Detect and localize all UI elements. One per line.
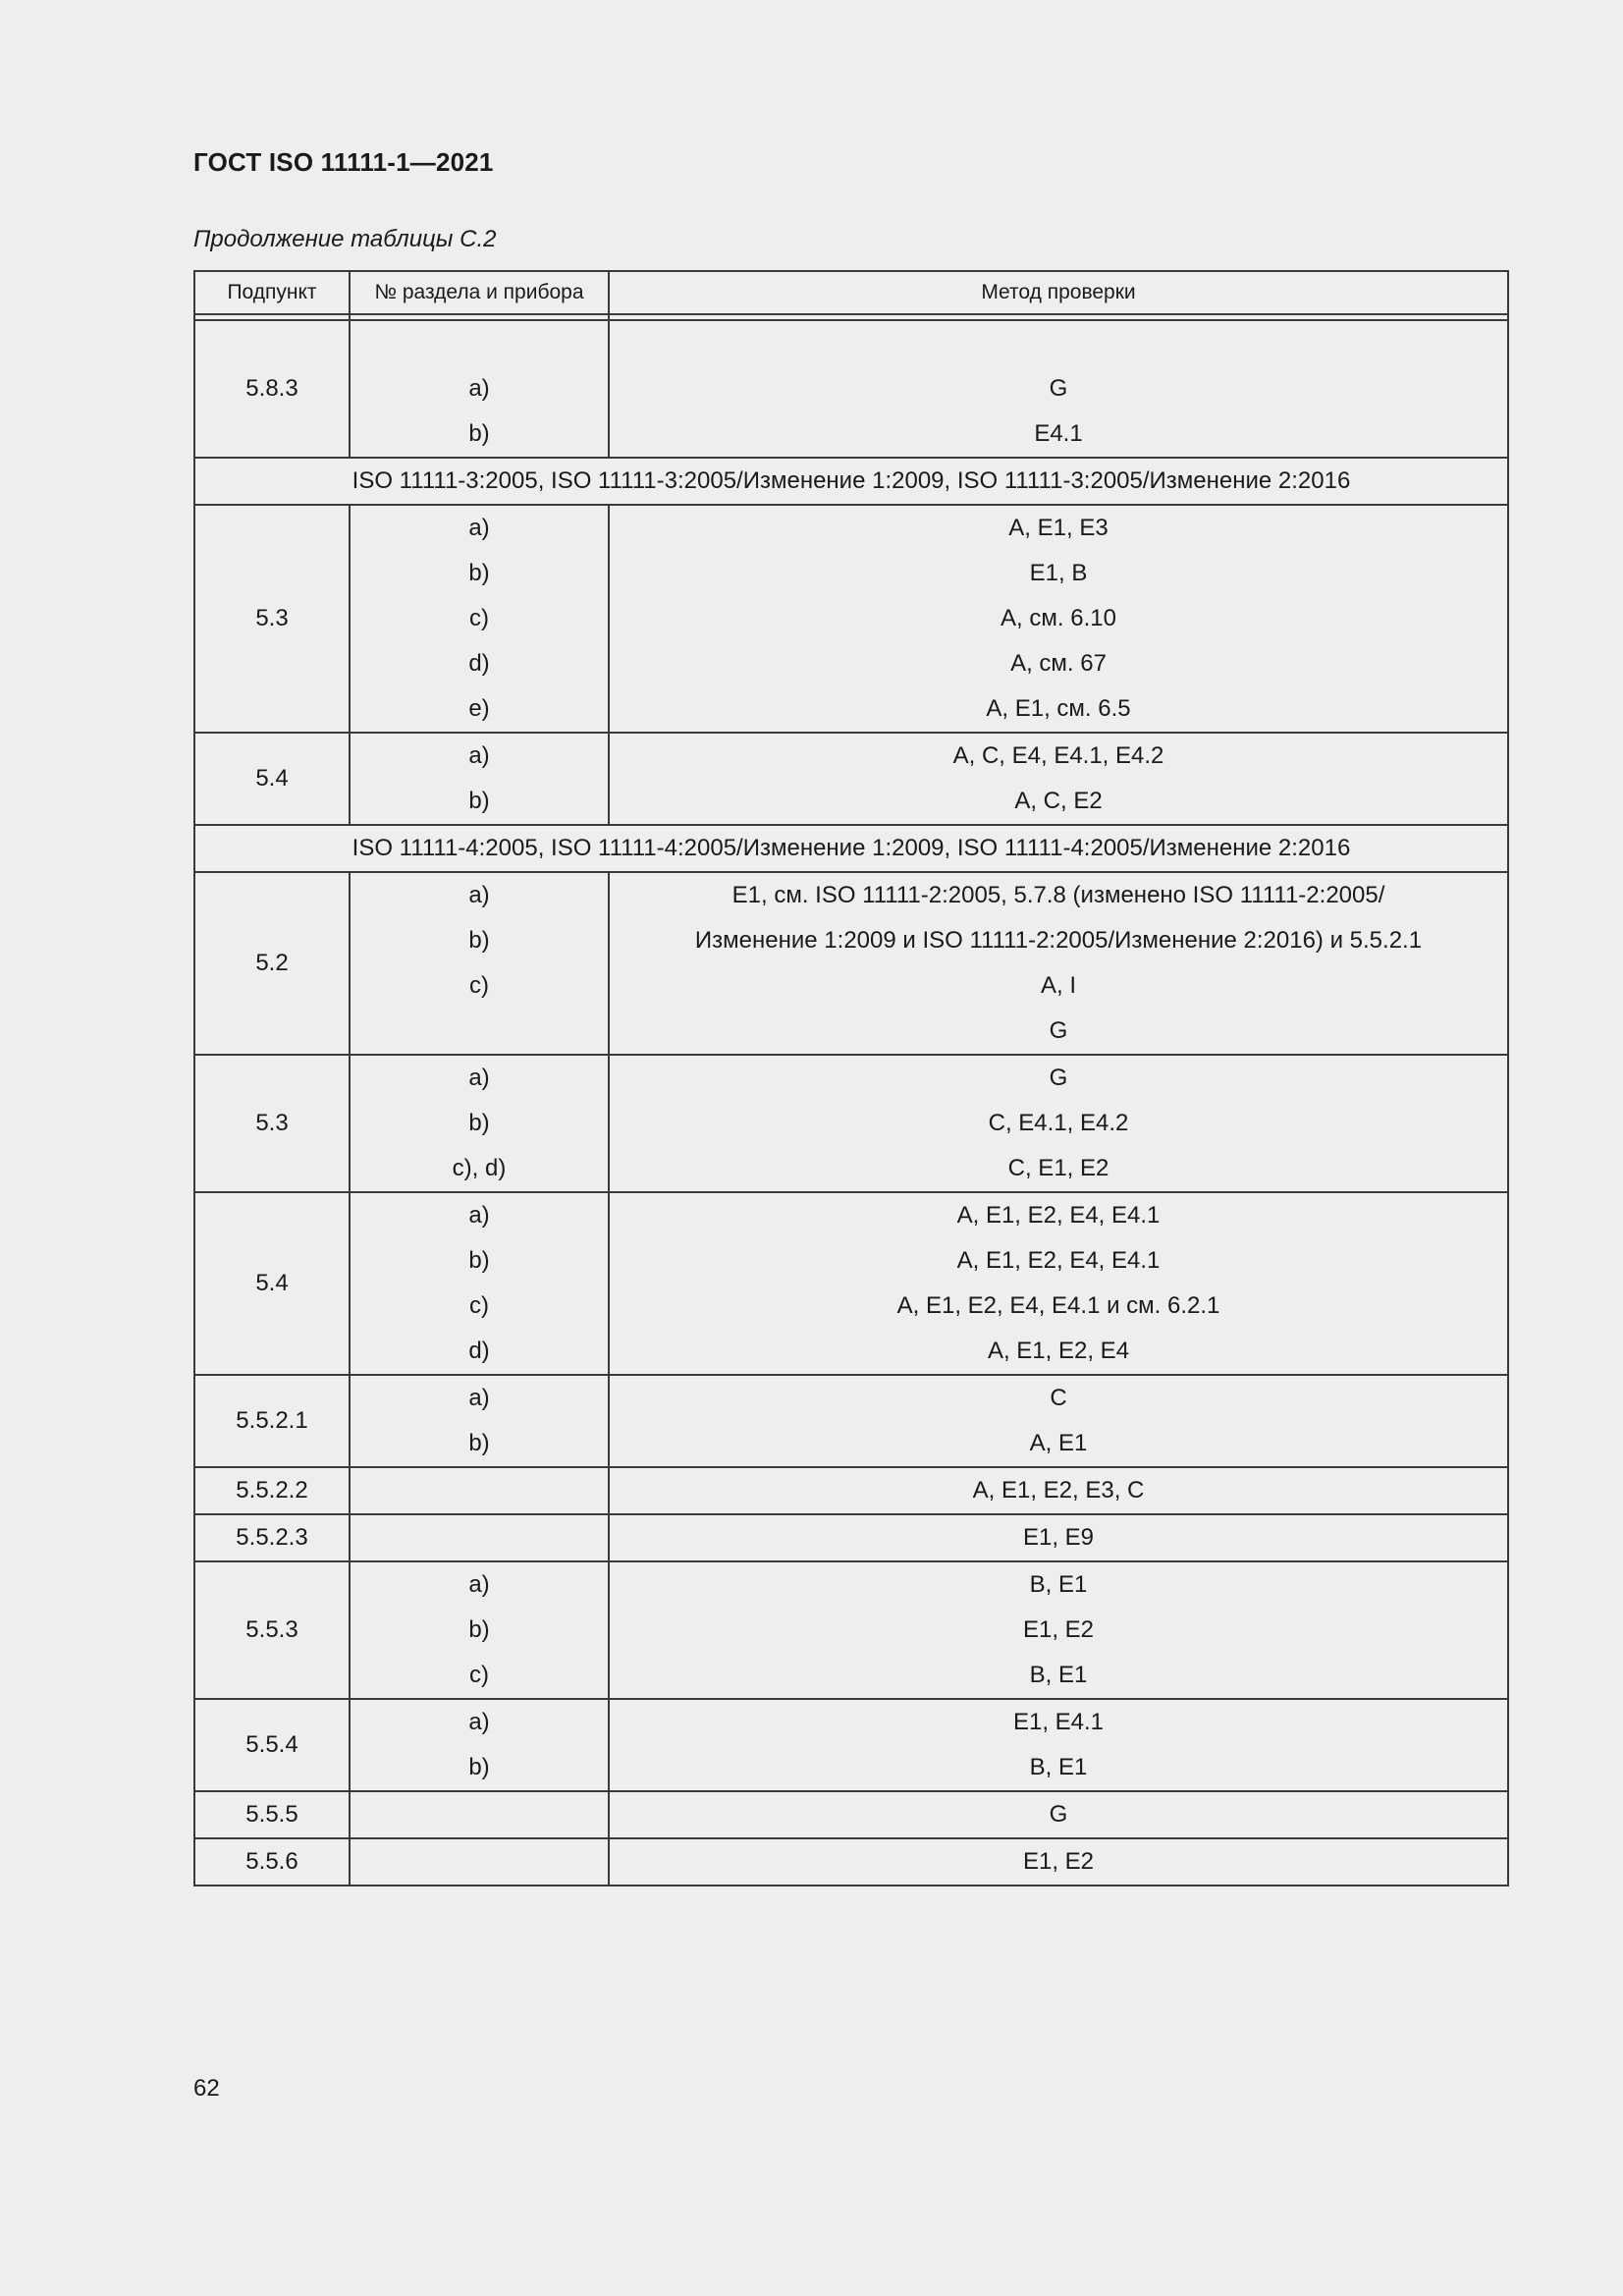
item-cell: b) xyxy=(350,1608,609,1653)
table-row xyxy=(194,320,1508,366)
item-cell: a) xyxy=(350,872,609,918)
method-cell: G xyxy=(609,1791,1508,1838)
page-number: 62 xyxy=(193,2075,220,2102)
table-body xyxy=(194,320,1508,1886)
item-cell: d) xyxy=(350,641,609,686)
method-cell: G xyxy=(609,1009,1508,1055)
method-cell: C, E1, E2 xyxy=(609,1146,1508,1192)
table-row xyxy=(194,411,1508,458)
column-header-method: Метод проверки xyxy=(609,271,1508,314)
method-cell: E1, E4.1 xyxy=(609,1699,1508,1745)
item-cell: b) xyxy=(350,1101,609,1146)
item-cell: c), d) xyxy=(350,1146,609,1192)
method-cell: B, E1 xyxy=(609,1745,1508,1791)
method-cell: E1, E2 xyxy=(609,1608,1508,1653)
table-row xyxy=(194,505,1508,551)
item-cell: c) xyxy=(350,1653,609,1699)
clause-cell: 5.5.2.2 xyxy=(194,1467,350,1514)
method-cell: C, E4.1, E4.2 xyxy=(609,1101,1508,1146)
clause-cell: 5.3 xyxy=(194,1055,350,1192)
table-row xyxy=(194,963,1508,1009)
table-row xyxy=(194,1745,1508,1791)
item-cell: a) xyxy=(350,1375,609,1421)
method-cell xyxy=(609,320,1508,366)
verification-table xyxy=(193,270,1509,1886)
item-cell xyxy=(350,320,609,366)
item-cell xyxy=(350,1514,609,1561)
method-cell: A, см. 6.10 xyxy=(609,596,1508,641)
method-cell: E4.1 xyxy=(609,411,1508,458)
table-row xyxy=(194,1055,1508,1101)
table-row xyxy=(194,779,1508,825)
table-row xyxy=(194,1329,1508,1375)
method-cell: A, C, E4, E4.1, E4.2 xyxy=(609,733,1508,779)
item-cell: b) xyxy=(350,1238,609,1284)
method-cell: C xyxy=(609,1375,1508,1421)
item-cell: b) xyxy=(350,1421,609,1467)
method-cell: A, E1, см. 6.5 xyxy=(609,686,1508,733)
column-header-item: № раздела и прибора xyxy=(350,271,609,314)
table-row xyxy=(194,1608,1508,1653)
item-cell xyxy=(350,1467,609,1514)
clause-cell: 5.5.2.1 xyxy=(194,1375,350,1467)
table-row xyxy=(194,641,1508,686)
method-cell: B, E1 xyxy=(609,1561,1508,1608)
table-row xyxy=(194,1699,1508,1745)
table-row xyxy=(194,686,1508,733)
item-cell: d) xyxy=(350,1329,609,1375)
method-cell: A, I xyxy=(609,963,1508,1009)
clause-cell: 5.5.6 xyxy=(194,1838,350,1886)
item-cell: a) xyxy=(350,1055,609,1101)
method-cell: G xyxy=(609,366,1508,411)
clause-cell: 5.3 xyxy=(194,505,350,733)
item-cell: b) xyxy=(350,411,609,458)
clause-cell: 5.4 xyxy=(194,1192,350,1375)
clause-cell: 5.2 xyxy=(194,872,350,1055)
section-row xyxy=(194,458,1508,505)
clause-cell: 5.4 xyxy=(194,733,350,825)
table-caption: Продолжение таблицы С.2 xyxy=(193,226,497,252)
item-cell xyxy=(350,1838,609,1886)
table-row xyxy=(194,733,1508,779)
item-cell: b) xyxy=(350,1745,609,1791)
table-row xyxy=(194,1653,1508,1699)
item-cell: c) xyxy=(350,596,609,641)
method-cell: A, E1, E3 xyxy=(609,505,1508,551)
method-cell: A, E1, E2, E4 xyxy=(609,1329,1508,1375)
method-cell: A, E1 xyxy=(609,1421,1508,1467)
item-cell: b) xyxy=(350,551,609,596)
clause-cell: 5.5.4 xyxy=(194,1699,350,1791)
method-cell: A, см. 67 xyxy=(609,641,1508,686)
method-cell: E1, E9 xyxy=(609,1514,1508,1561)
clause-cell: 5.8.3 xyxy=(194,320,350,458)
method-cell: A, C, E2 xyxy=(609,779,1508,825)
item-cell: a) xyxy=(350,505,609,551)
item-cell: a) xyxy=(350,1561,609,1608)
table-row xyxy=(194,1375,1508,1421)
table-row xyxy=(194,872,1508,918)
table-row xyxy=(194,1467,1508,1514)
method-cell: E1, см. ISO 11111-2:2005, 5.7.8 (изменено ISO 11111-2:2005/ xyxy=(609,872,1508,918)
method-cell: G xyxy=(609,1055,1508,1101)
table-row xyxy=(194,1101,1508,1146)
table-row xyxy=(194,1146,1508,1192)
table-row xyxy=(194,366,1508,411)
section-title: ISO 11111-4:2005, ISO 11111-4:2005/Изменение 1:2009, ISO 11111-4:2005/Изменение 2:2016 xyxy=(194,825,1508,872)
table-row xyxy=(194,1009,1508,1055)
item-cell: a) xyxy=(350,1699,609,1745)
clause-cell: 5.5.5 xyxy=(194,1791,350,1838)
item-cell: c) xyxy=(350,963,609,1009)
table-row xyxy=(194,1514,1508,1561)
item-cell xyxy=(350,1791,609,1838)
clause-cell: 5.5.3 xyxy=(194,1561,350,1699)
item-cell xyxy=(350,1009,609,1055)
method-cell: A, E1, E2, E3, C xyxy=(609,1467,1508,1514)
method-cell: B, E1 xyxy=(609,1653,1508,1699)
item-cell: e) xyxy=(350,686,609,733)
table-row xyxy=(194,596,1508,641)
clause-cell: 5.5.2.3 xyxy=(194,1514,350,1561)
table-row xyxy=(194,918,1508,963)
method-cell: A, E1, E2, E4, E4.1 xyxy=(609,1192,1508,1238)
table-row xyxy=(194,1284,1508,1329)
item-cell: a) xyxy=(350,733,609,779)
item-cell: b) xyxy=(350,918,609,963)
section-row xyxy=(194,825,1508,872)
table-row xyxy=(194,1791,1508,1838)
table-row xyxy=(194,551,1508,596)
method-cell: Изменение 1:2009 и ISO 11111-2:2005/Изменение 2:2016) и 5.5.2.1 xyxy=(609,918,1508,963)
item-cell: c) xyxy=(350,1284,609,1329)
method-cell: A, E1, E2, E4, E4.1 xyxy=(609,1238,1508,1284)
document-title: ГОСТ ISO 11111-1—2021 xyxy=(193,147,494,177)
item-cell: b) xyxy=(350,779,609,825)
method-cell: A, E1, E2, E4, E4.1 и см. 6.2.1 xyxy=(609,1284,1508,1329)
section-title: ISO 11111-3:2005, ISO 11111-3:2005/Изменение 1:2009, ISO 11111-3:2005/Изменение 2:2016 xyxy=(194,458,1508,505)
table-row xyxy=(194,1561,1508,1608)
method-cell: E1, B xyxy=(609,551,1508,596)
item-cell: a) xyxy=(350,366,609,411)
table-row xyxy=(194,1421,1508,1467)
table-row xyxy=(194,1192,1508,1238)
item-cell: a) xyxy=(350,1192,609,1238)
method-cell: E1, E2 xyxy=(609,1838,1508,1886)
column-header-clause: Подпункт xyxy=(194,271,350,314)
table-row xyxy=(194,1238,1508,1284)
table-row xyxy=(194,1838,1508,1886)
